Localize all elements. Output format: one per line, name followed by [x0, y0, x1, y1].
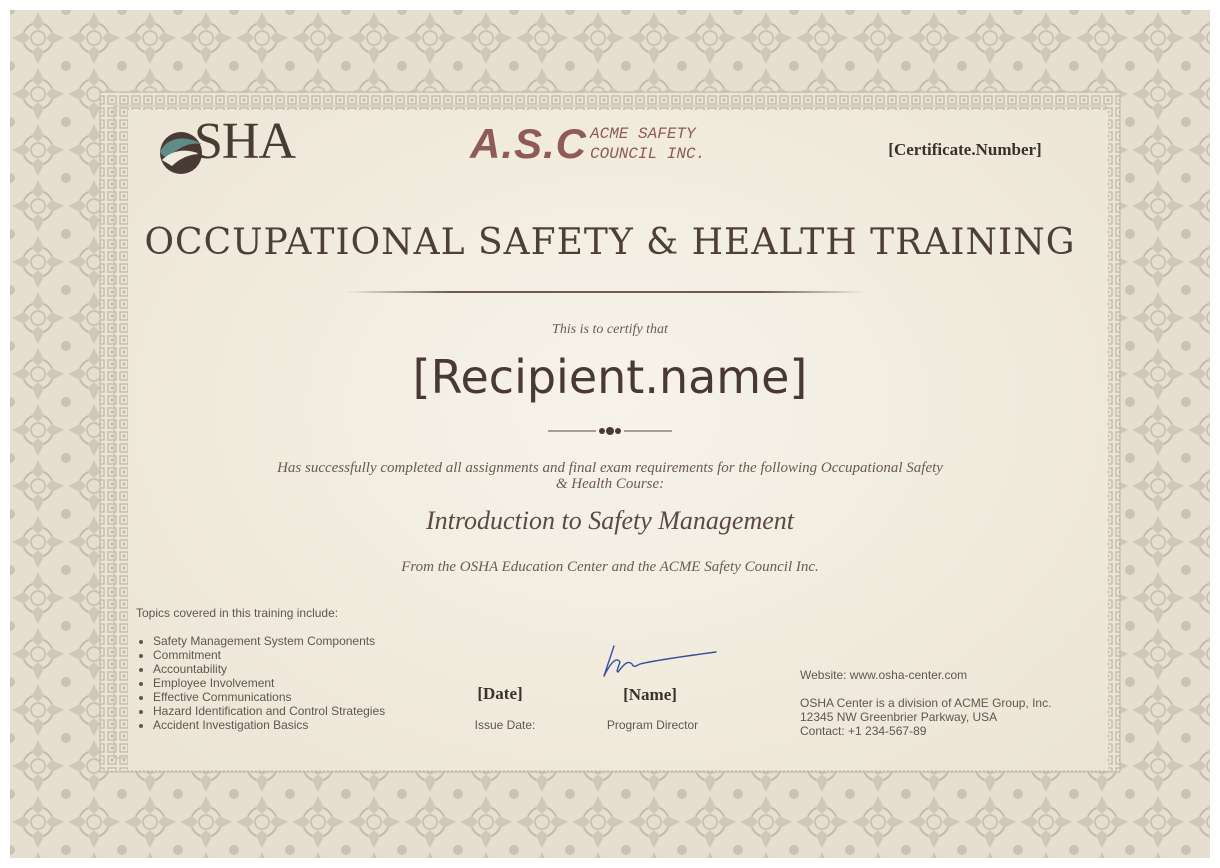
topic-item: • Safety Management System Components: [153, 634, 453, 648]
topic-item: • Effective Communications: [153, 690, 453, 704]
issue-date-label: Issue Date:: [474, 718, 536, 732]
osha-logo-text: SHA: [194, 113, 296, 170]
director-title-label: Program Director: [606, 718, 699, 732]
topics-list: [136, 634, 453, 732]
course-title: Introduction to Safety Management: [425, 506, 794, 535]
asc-logo-mark: A.S.C: [470, 120, 588, 167]
completion-statement: Has successfully completed all assignments and final exam requirements for the following Occupational Safety & Health Course:: [277, 460, 943, 492]
address-text: 12345 NW Greenbrier Parkway, USA: [800, 710, 998, 724]
director-name-value: [Name]: [623, 685, 677, 704]
asc-logo-name: ACME SAFETY COUNCIL INC.: [590, 125, 706, 163]
topic-item: • Commitment: [153, 648, 453, 662]
issue-date-value: [Date]: [477, 684, 523, 703]
phone-text: Contact: +1 234-567-89: [800, 724, 927, 738]
issuer-statement: From the OSHA Education Center and the ACME Safety Council Inc.: [401, 559, 819, 575]
topic-item: • Accountability: [153, 662, 453, 676]
topic-item: • Hazard Identification and Control Strategies: [153, 704, 453, 718]
certificate-title: OCCUPATIONAL SAFETY & HEALTH TRAINING: [144, 222, 1076, 263]
recipient-name: [Recipient.name]: [412, 350, 808, 404]
website-text: Website: www.osha-center.com: [800, 668, 968, 682]
title-divider: [345, 291, 865, 293]
topic-item: • Employee Involvement: [153, 676, 453, 690]
osha-logo: [150, 113, 350, 180]
certificate-number: [Certificate.Number]: [888, 140, 1042, 159]
division-text: OSHA Center is a division of ACME Group, Inc.: [800, 696, 1052, 710]
asc-logo: [470, 120, 770, 180]
topic-item: • Accident Investigation Basics: [153, 718, 453, 732]
topics-heading: Topics covered in this training include:: [136, 606, 339, 620]
certify-statement: This is to certify that: [552, 322, 668, 337]
ornament-divider: [540, 423, 680, 439]
handwritten-signature: [596, 640, 726, 684]
